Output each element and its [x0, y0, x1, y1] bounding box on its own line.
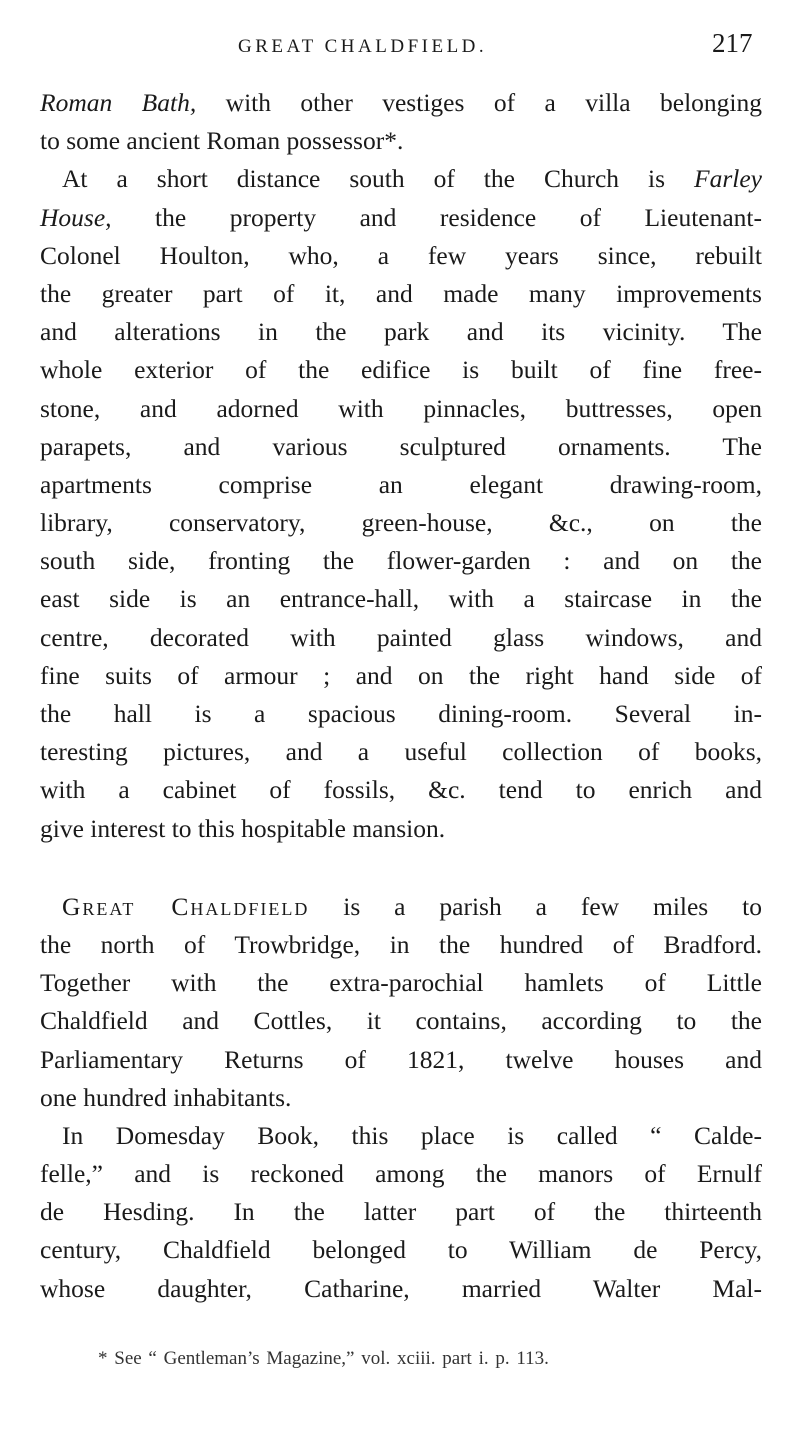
- text-line: [40, 199, 762, 237]
- text-line: [40, 695, 762, 733]
- text-span: south side, fronting the flower-garden : and on the: [40, 546, 762, 576]
- text-line: [40, 275, 762, 313]
- page-header: [0, 28, 800, 68]
- text-span: to some ancient Roman possessor*.: [40, 126, 404, 156]
- text-span: felle,” and is reckoned among the manors of Ernulf: [40, 1159, 762, 1189]
- text-line: [40, 390, 762, 428]
- paragraph: [40, 888, 762, 1117]
- text-span: Chaldfield and Cottles, it contains, according to the: [40, 1006, 762, 1036]
- text-line: [40, 504, 762, 542]
- text-line: [40, 1041, 762, 1079]
- text-span: teresting pictures, and a useful collection of books,: [40, 737, 762, 767]
- italic-text: Farley: [694, 164, 762, 194]
- text-line: [40, 1155, 762, 1193]
- text-line: [40, 888, 762, 926]
- paragraph: [40, 160, 762, 847]
- text-span: centre, decorated with painted glass windows, and: [40, 622, 762, 652]
- text-span: with other vestiges of a villa belonging: [196, 88, 762, 117]
- text-line: [40, 237, 762, 275]
- paragraph-gap: [40, 848, 762, 888]
- paragraph: [40, 84, 762, 160]
- text-span: de Hesding. In the latter part of the thirteenth: [40, 1197, 762, 1227]
- text-span: At a short distance south of the Church is: [62, 164, 695, 194]
- paragraph: [40, 1117, 762, 1308]
- text-line: [40, 84, 762, 122]
- text-line: [40, 1079, 762, 1117]
- text-line: [40, 542, 762, 580]
- text-span: whole exterior of the edifice is built of fine free-: [40, 355, 762, 385]
- text-line: [40, 1193, 762, 1231]
- italic-text: House,: [40, 202, 112, 232]
- text-span: Parliamentary Returns of 1821, twelve houses and: [40, 1044, 762, 1074]
- text-span: stone, and adorned with pinnacles, buttresses, open: [40, 393, 762, 423]
- text-line: [40, 1002, 762, 1040]
- small-caps-text: Great Chaldfield: [62, 891, 310, 921]
- italic-text: Roman Bath,: [40, 88, 197, 117]
- text-line: [40, 1231, 762, 1269]
- text-line: [40, 160, 762, 198]
- text-span: the greater part of it, and made many improvements: [40, 278, 762, 308]
- text-span: is a parish a few miles to: [309, 891, 762, 921]
- text-span: apartments comprise an elegant drawing-room,: [40, 469, 762, 499]
- page-number: 217: [712, 28, 753, 58]
- body-text: [40, 84, 762, 1308]
- text-line: [40, 580, 762, 618]
- text-line: [40, 926, 762, 964]
- text-line: [40, 1270, 762, 1308]
- text-span: whose daughter, Catharine, married Walter Mal-: [40, 1273, 762, 1303]
- text-line: [40, 733, 762, 771]
- text-line: [40, 964, 762, 1002]
- text-line: [40, 619, 762, 657]
- text-line: [40, 428, 762, 466]
- text-span: east side is an entrance-hall, with a staircase in the: [40, 584, 762, 614]
- text-span: Together with the extra-parochial hamlets of Little: [40, 968, 762, 998]
- text-span: library, conservatory, green-house, &c., on the: [40, 508, 762, 538]
- footnote: * See “ Gentleman’s Magazine,” vol. xciii. part i. p. 113.: [98, 1348, 549, 1369]
- text-line: [40, 466, 762, 504]
- text-span: the property and residence of Lieutenant-: [111, 202, 762, 232]
- text-line: [40, 122, 762, 160]
- text-span: give interest to this hospitable mansion.: [40, 813, 446, 843]
- text-line: [40, 771, 762, 809]
- text-span: and alterations in the park and its vicinity. The: [40, 317, 762, 347]
- running-title: GREAT CHALDFIELD.: [238, 36, 488, 57]
- text-span: the hall is a spacious dining-room. Several in-: [40, 699, 762, 728]
- text-span: parapets, and various sculptured ornaments. The: [40, 431, 762, 461]
- text-span: the north of Trowbridge, in the hundred of Bradford.: [40, 929, 762, 959]
- text-line: [40, 657, 762, 695]
- text-line: [40, 1117, 762, 1155]
- text-span: fine suits of armour ; and on the right hand side of: [40, 660, 762, 690]
- text-line: [40, 810, 762, 848]
- text-span: century, Chaldfield belonged to William de Percy,: [40, 1235, 762, 1265]
- text-line: [40, 313, 762, 351]
- text-span: Colonel Houlton, who, a few years since, rebuilt: [40, 240, 762, 270]
- text-span: one hundred inhabitants.: [40, 1082, 292, 1112]
- text-span: with a cabinet of fossils, &c. tend to enrich and: [40, 775, 762, 805]
- text-span: In Domesday Book, this place is called “ Calde-: [62, 1120, 762, 1150]
- text-line: [40, 351, 762, 389]
